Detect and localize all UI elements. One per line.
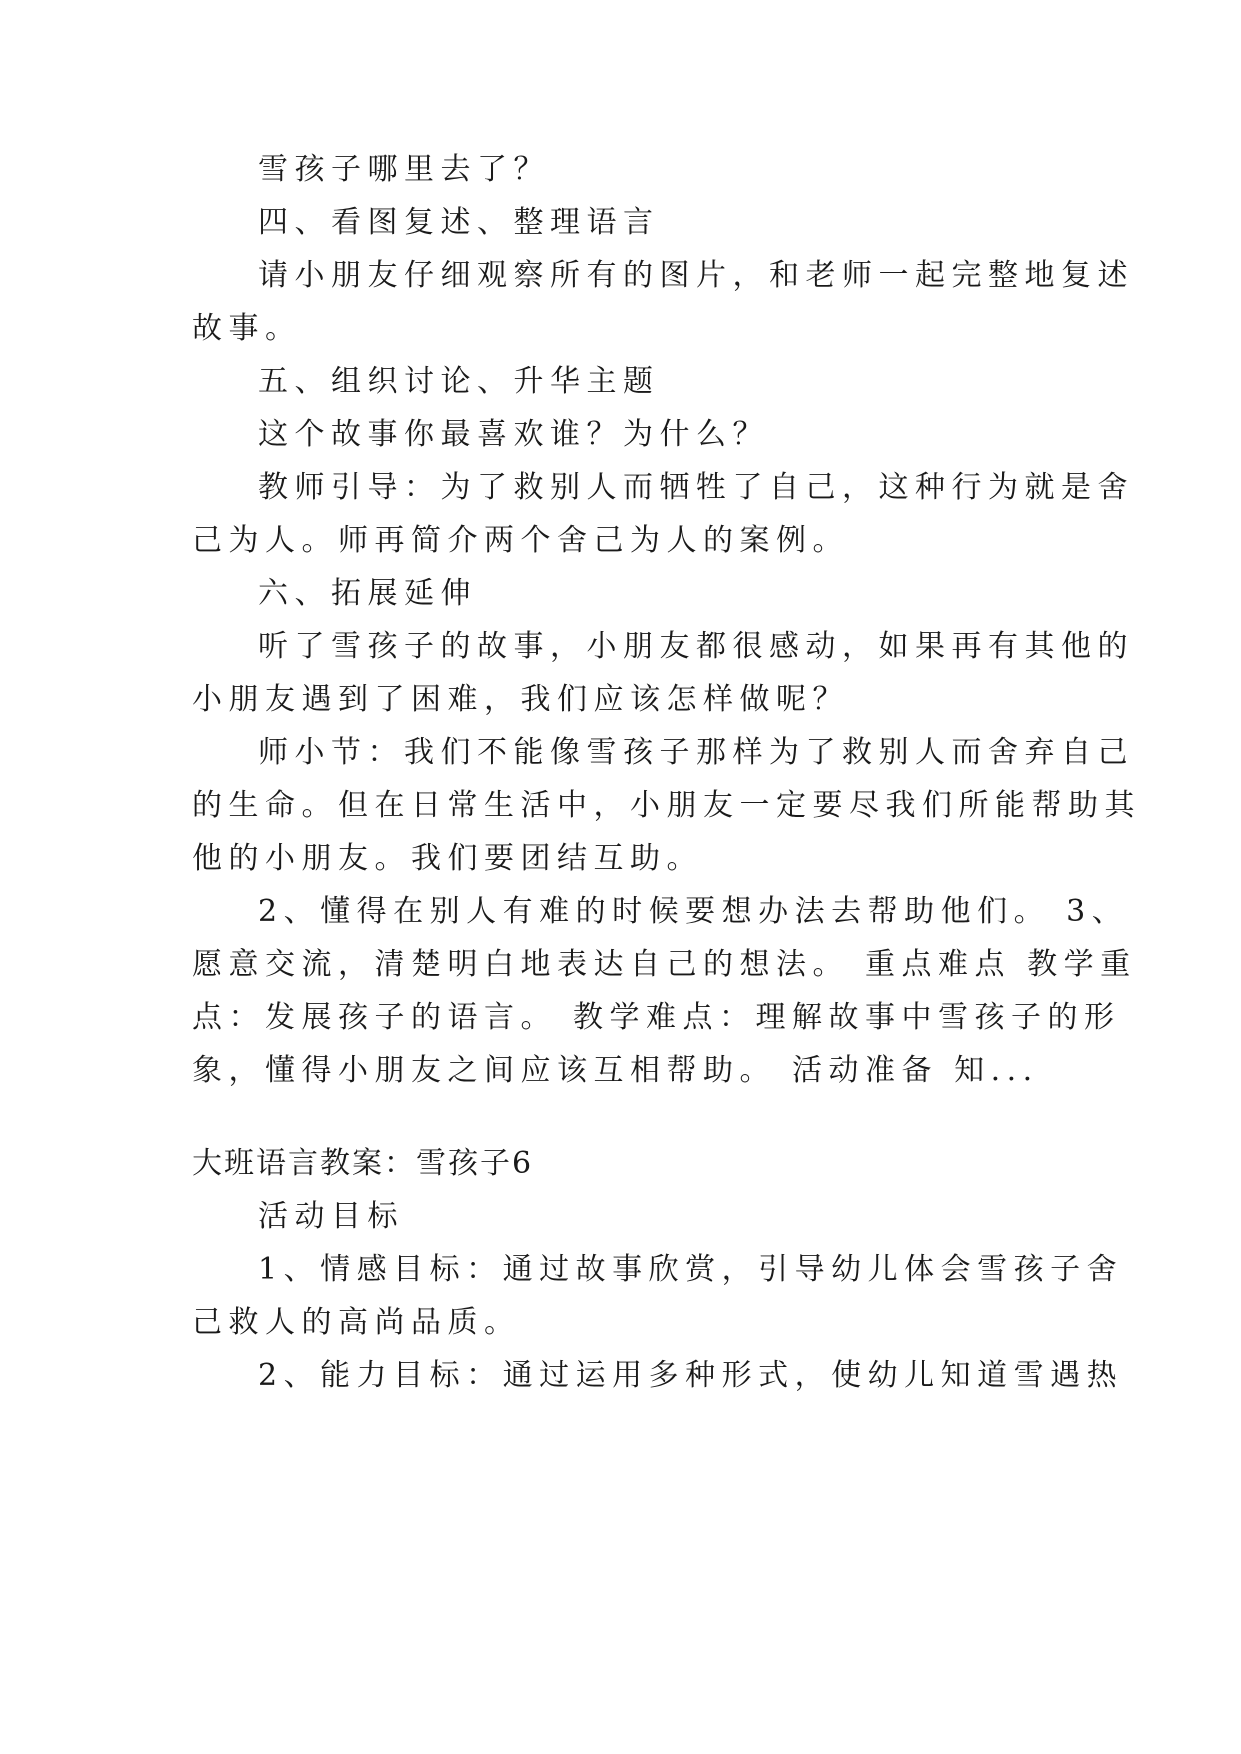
paragraph-line: 他的小朋友。我们要团结互助。 [192,841,703,876]
section-heading: 活动目标 [258,1199,404,1234]
paragraph-line: 小朋友遇到了困难，我们应该怎样做呢？ [192,682,849,717]
paragraph-line: 1、情感目标：通过故事欣赏，引导幼儿体会雪孩子舍 [258,1252,1124,1287]
paragraph-line: 愿意交流，清楚明白地表达自己的想法。 重点难点 教学重 [192,947,1137,982]
paragraph-line: 请小朋友仔细观察所有的图片，和老师一起完整地复述 [258,258,1134,293]
document-title: 大班语言教案：雪孩子6 [192,1146,534,1181]
paragraph-line: 的生命。但在日常生活中，小朋友一定要尽我们所能帮助其 [192,788,1141,823]
section-heading: 六、拓展延伸 [258,576,477,611]
section-heading: 四、看图复述、整理语言 [258,205,660,240]
paragraph-line: 教师引导：为了救别人而牺牲了自己，这种行为就是舍 [258,470,1134,505]
paragraph-line: 听了雪孩子的故事，小朋友都很感动，如果再有其他的 [258,629,1134,664]
paragraph-line: 雪孩子哪里去了？ [258,152,550,187]
paragraph-line: 师小节：我们不能像雪孩子那样为了救别人而舍弃自己 [258,735,1134,770]
paragraph-line: 这个故事你最喜欢谁？为什么？ [258,417,769,452]
paragraph-line: 故事。 [192,311,302,346]
paragraph-line: 象，懂得小朋友之间应该互相帮助。 活动准备 知... [192,1053,1039,1088]
paragraph-line: 2、懂得在别人有难的时候要想办法去帮助他们。 3、 [258,894,1129,929]
paragraph-line: 己为人。师再简介两个舍己为人的案例。 [192,523,849,558]
paragraph-line: 己救人的高尚品质。 [192,1305,521,1340]
paragraph-line: 2、能力目标：通过运用多种形式，使幼儿知道雪遇热 [258,1358,1124,1393]
section-heading: 五、组织讨论、升华主题 [258,364,660,399]
paragraph-line: 点：发展孩子的语言。 教学难点：理解故事中雪孩子的形 [192,1000,1121,1035]
